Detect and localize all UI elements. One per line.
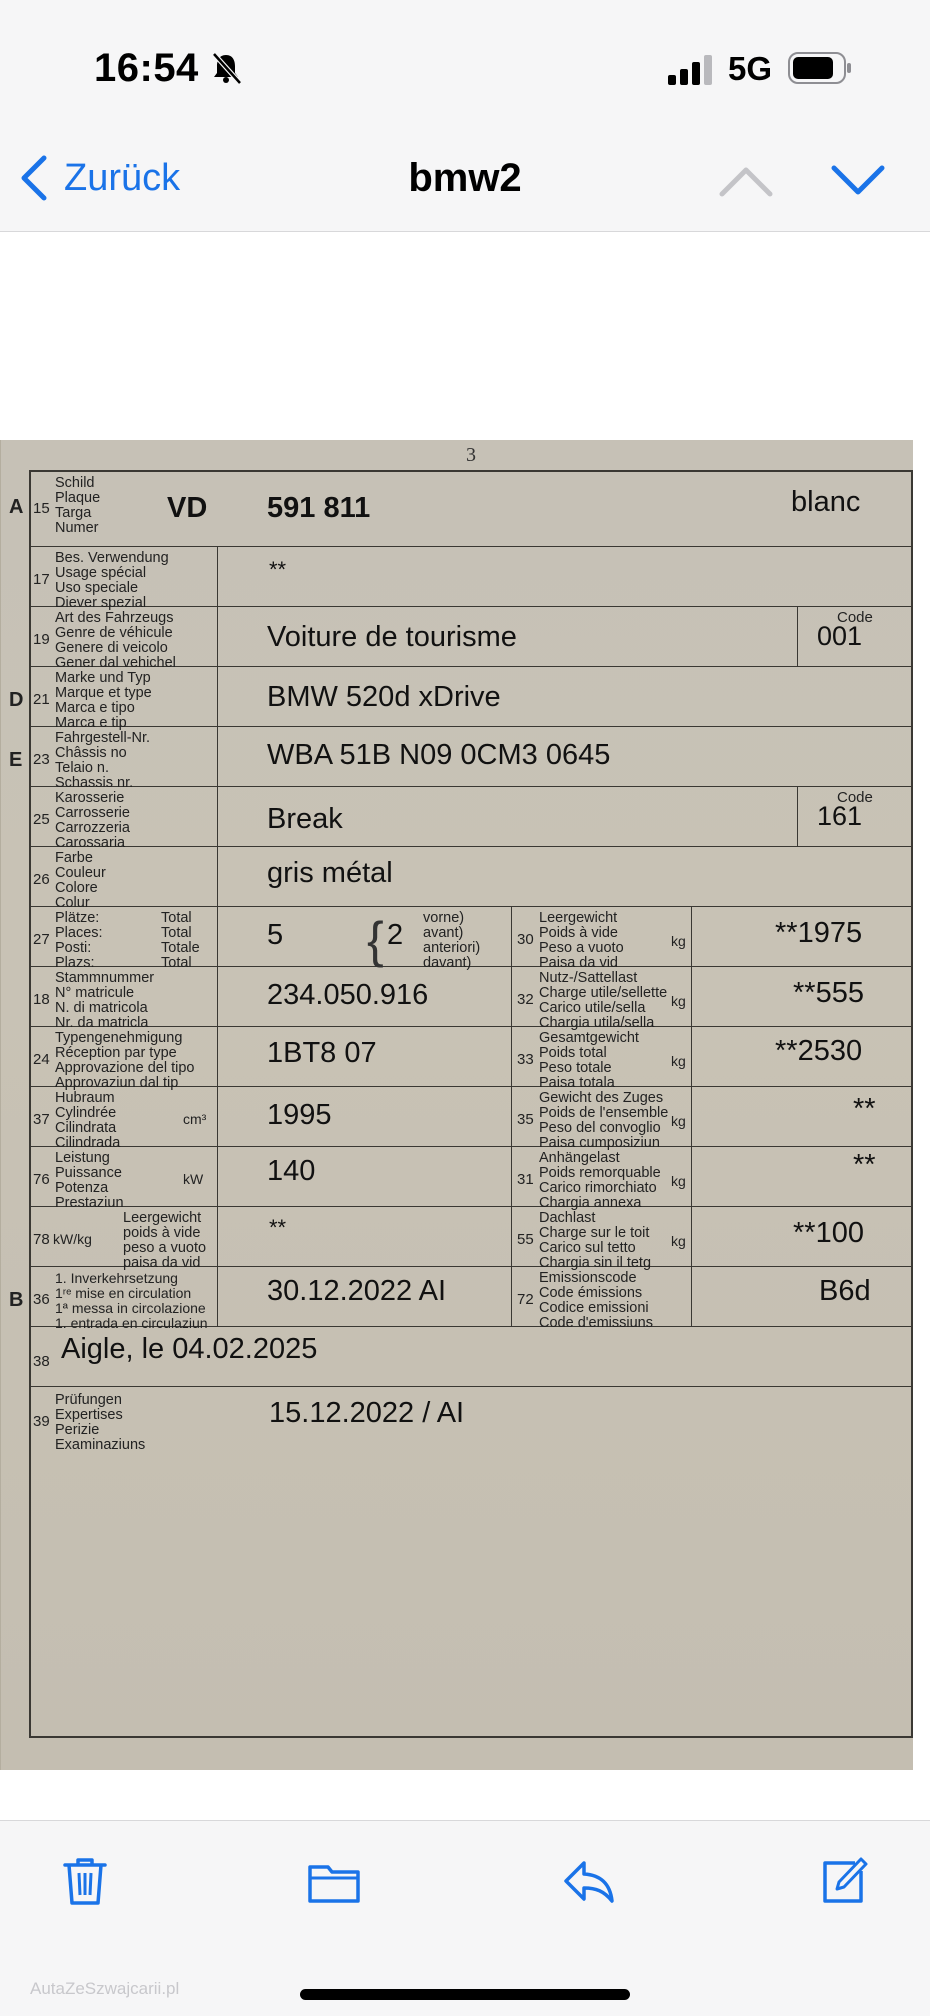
row-special-use — [31, 547, 911, 611]
chevron-down-icon[interactable] — [828, 160, 888, 200]
home-indicator[interactable] — [300, 1989, 630, 2000]
field-labels: Hubraum Cylindrée Cilindrata Cilindrada — [55, 1090, 121, 1151]
unit-label: kg — [671, 1053, 686, 1069]
field-labels: Typengenehmigung Réception par type Approvazione del tipo Approvaziun dal tip — [55, 1030, 195, 1091]
field-labels: Leergewicht poids à vide peso a vuoto paisa da vid — [123, 1210, 207, 1271]
row-number: 36 — [33, 1291, 50, 1308]
vehicle-type-value: Voiture de tourisme — [267, 621, 517, 653]
row-chassis — [9, 727, 911, 791]
row-seats — [31, 907, 911, 971]
unit-label: kg — [671, 1113, 686, 1129]
power-weight-value: ** — [269, 1215, 287, 1240]
field-labels: Plätze: Places: Posti: Plazs: — [55, 910, 103, 971]
row-inspections — [31, 1387, 911, 1517]
field-labels: Schild Plaque Targa Numer — [55, 475, 101, 536]
vehicle-type-code: 001 — [817, 621, 863, 651]
inspection-value: 15.12.2022 / AI — [269, 1397, 465, 1429]
field-labels: Gewicht des Zuges Poids de l'ensemble Peso del convoglio Paisa cumposiziun — [539, 1090, 669, 1151]
divider — [691, 1087, 692, 1147]
row-number: 23 — [33, 751, 50, 768]
divider — [691, 907, 692, 967]
row-power-weight — [31, 1207, 911, 1271]
displacement-value: 1995 — [267, 1099, 332, 1131]
field-labels: 1. Inverkehrsetzung 1ʳᵉ mise en circulation 1ª messa in circolazione 1. entrada en circulaziun — [55, 1270, 208, 1331]
bell-muted-icon — [208, 50, 244, 86]
empty-weight-value: **1975 — [775, 917, 863, 949]
matricule-value: 234.050.916 — [267, 979, 429, 1011]
body-value: Break — [267, 803, 343, 835]
field-labels: Bes. Verwendung Usage spécial Uso speciale Diever spezial — [55, 550, 169, 611]
status-bar — [0, 0, 930, 130]
row-number: 24 — [33, 1051, 50, 1068]
field-labels: Nutz-/Sattellast Charge utile/sellette Carico utile/sella Chargia utila/sella — [539, 970, 668, 1031]
divider — [217, 1087, 218, 1147]
divider — [217, 547, 218, 607]
code-label: Code — [837, 609, 873, 626]
divider — [217, 907, 218, 967]
row-make-model — [9, 667, 911, 731]
body-code: 161 — [817, 801, 863, 831]
first-registration-value: 30.12.2022 AI — [267, 1275, 446, 1307]
row-number: 25 — [33, 811, 50, 828]
unit-label: kg — [671, 933, 686, 949]
signal-icon — [668, 55, 714, 85]
row-letter: E — [9, 749, 23, 771]
special-use-value: ** — [269, 557, 287, 582]
row-type-approval — [31, 1027, 911, 1091]
row-number: 78 — [33, 1231, 50, 1248]
row-number: 31 — [517, 1171, 534, 1188]
row-letter: A — [9, 496, 24, 518]
roof-load-value: **100 — [793, 1217, 864, 1249]
field-labels: Art des Fahrzeugs Genre de véhicule Genere di veicolo Gener dal vehichel — [55, 610, 176, 671]
row-number: 30 — [517, 931, 534, 948]
field-labels: Leergewicht Poids à vide Peso a vuoto Paisa da vid — [539, 910, 624, 971]
row-number: 55 — [517, 1231, 534, 1248]
divider — [797, 787, 798, 847]
divider — [217, 1207, 218, 1267]
row-number: 39 — [33, 1413, 50, 1430]
color-value: gris métal — [267, 857, 393, 889]
divider — [217, 607, 218, 667]
row-number: 37 — [33, 1111, 50, 1128]
field-labels: Dachlast Charge sur le toit Carico sul tetto Chargia sin il tetg — [539, 1210, 652, 1271]
power-value: 140 — [267, 1155, 316, 1187]
divider — [691, 1207, 692, 1267]
page-title: bmw2 — [408, 156, 522, 200]
row-number: 15 — [33, 500, 50, 517]
field-labels: Farbe Couleur Colore Colur — [55, 850, 106, 911]
row-number: 32 — [517, 991, 534, 1008]
divider — [511, 1027, 512, 1087]
navigation-bar — [0, 130, 930, 232]
emission-code-value: B6d — [819, 1275, 871, 1307]
compose-icon[interactable] — [815, 1853, 871, 1909]
seats-front-value: 2 — [387, 919, 404, 951]
towing-weight-value: ** — [853, 1149, 876, 1181]
divider — [217, 1147, 218, 1207]
row-letter: D — [9, 689, 24, 711]
row-number: 76 — [33, 1171, 50, 1188]
type-approval-value: 1BT8 07 — [267, 1037, 377, 1069]
row-number: 35 — [517, 1111, 534, 1128]
total-labels: Total Total Totale Total — [161, 910, 200, 971]
chevron-up-icon[interactable] — [716, 160, 776, 200]
plate-number: 591 811 — [267, 492, 371, 524]
row-plate — [9, 472, 911, 547]
payload-value: **555 — [793, 977, 864, 1009]
field-labels: Prüfungen Expertises Perizie Examinaziuns — [55, 1392, 146, 1453]
unit-label: kg — [671, 1233, 686, 1249]
divider — [217, 1027, 218, 1087]
row-number: 33 — [517, 1051, 534, 1068]
field-labels: Fahrgestell-Nr. Châssis no Telaio n. Schassis nr. — [55, 730, 151, 791]
row-color — [31, 847, 911, 911]
page-number: 3 — [466, 444, 476, 466]
field-labels: Marke und Typ Marque et type Marca e tipo Marca e tip — [55, 670, 152, 731]
divider — [511, 1087, 512, 1147]
divider — [511, 1207, 512, 1267]
row-number: 19 — [33, 631, 50, 648]
unit-label: kg — [671, 1173, 686, 1189]
row-place-date — [31, 1327, 911, 1387]
canton-code: VD — [167, 492, 208, 524]
row-number: 38 — [33, 1353, 50, 1370]
row-number: 21 — [33, 691, 50, 708]
mail-toolbar — [0, 1820, 930, 2016]
row-displacement — [31, 1087, 911, 1151]
chassis-number-value: WBA 51B N09 0CM3 0645 — [267, 739, 611, 771]
divider — [511, 1147, 512, 1207]
divider — [511, 967, 512, 1027]
unit-label: kW/kg — [53, 1231, 92, 1247]
row-power — [31, 1147, 911, 1211]
field-labels: Anhängelast Poids remorquable Carico rimorchiato Chargia annexa — [539, 1150, 661, 1211]
row-number: 17 — [33, 571, 50, 588]
unit-label: cm³ — [183, 1111, 207, 1127]
divider — [217, 847, 218, 907]
plate-color: blanc — [791, 486, 861, 518]
unit-label: kW — [183, 1171, 204, 1187]
front-labels: vorne) avant) anteriori) davant) — [423, 910, 481, 971]
divider — [691, 1267, 692, 1327]
brace: { — [367, 912, 384, 968]
status-time: 16:54 — [94, 46, 199, 90]
field-labels: Gesamtgewicht Poids total Peso totale Paisa totala — [539, 1030, 639, 1091]
place-date-value: Aigle, le 04.02.2025 — [61, 1333, 318, 1365]
trash-icon[interactable] — [57, 1853, 113, 1909]
field-labels: Emissionscode Code émissions Codice emissioni Code d'emissiuns — [539, 1270, 653, 1331]
code-label: Code — [837, 789, 873, 806]
reply-icon[interactable] — [560, 1853, 616, 1909]
watermark: AutaZeSzwajcarii.pl — [30, 1979, 180, 1998]
unit-label: kg — [671, 993, 686, 1009]
divider — [217, 667, 218, 727]
divider — [797, 607, 798, 667]
divider — [691, 1027, 692, 1087]
divider — [691, 1147, 692, 1207]
row-body — [31, 787, 911, 851]
divider — [217, 727, 218, 787]
divider — [511, 907, 512, 967]
row-number: 18 — [33, 991, 50, 1008]
row-letter: B — [9, 1289, 24, 1311]
divider — [217, 967, 218, 1027]
folder-icon[interactable] — [306, 1853, 362, 1909]
divider — [217, 787, 218, 847]
field-labels: Karosserie Carrosserie Carrozzeria Carossaria — [55, 790, 130, 851]
field-labels: Leistung Puissance Potenza Prestaziun — [55, 1150, 124, 1211]
back-label: Zurück — [64, 156, 181, 199]
divider — [511, 1267, 512, 1327]
make-model-value: BMW 520d xDrive — [267, 681, 501, 713]
divider — [691, 967, 692, 1027]
total-weight-value: **2530 — [775, 1035, 863, 1067]
row-number: 72 — [517, 1291, 534, 1308]
divider — [217, 1267, 218, 1327]
attachment-viewer[interactable] — [0, 232, 930, 1820]
row-number: 26 — [33, 871, 50, 888]
train-weight-value: ** — [853, 1093, 876, 1125]
registration-document — [0, 440, 913, 1770]
row-vehicle-type — [31, 607, 911, 671]
field-labels: Stammnummer N° matricule N. di matricola Nr. da matricla — [55, 970, 155, 1031]
row-number: 27 — [33, 931, 50, 948]
row-first-registration — [9, 1267, 911, 1331]
network-type: 5G — [728, 50, 773, 87]
seats-total-value: 5 — [267, 919, 284, 951]
document-frame — [9, 470, 913, 1738]
row-matricule — [31, 967, 911, 1031]
battery-icon — [788, 52, 852, 84]
